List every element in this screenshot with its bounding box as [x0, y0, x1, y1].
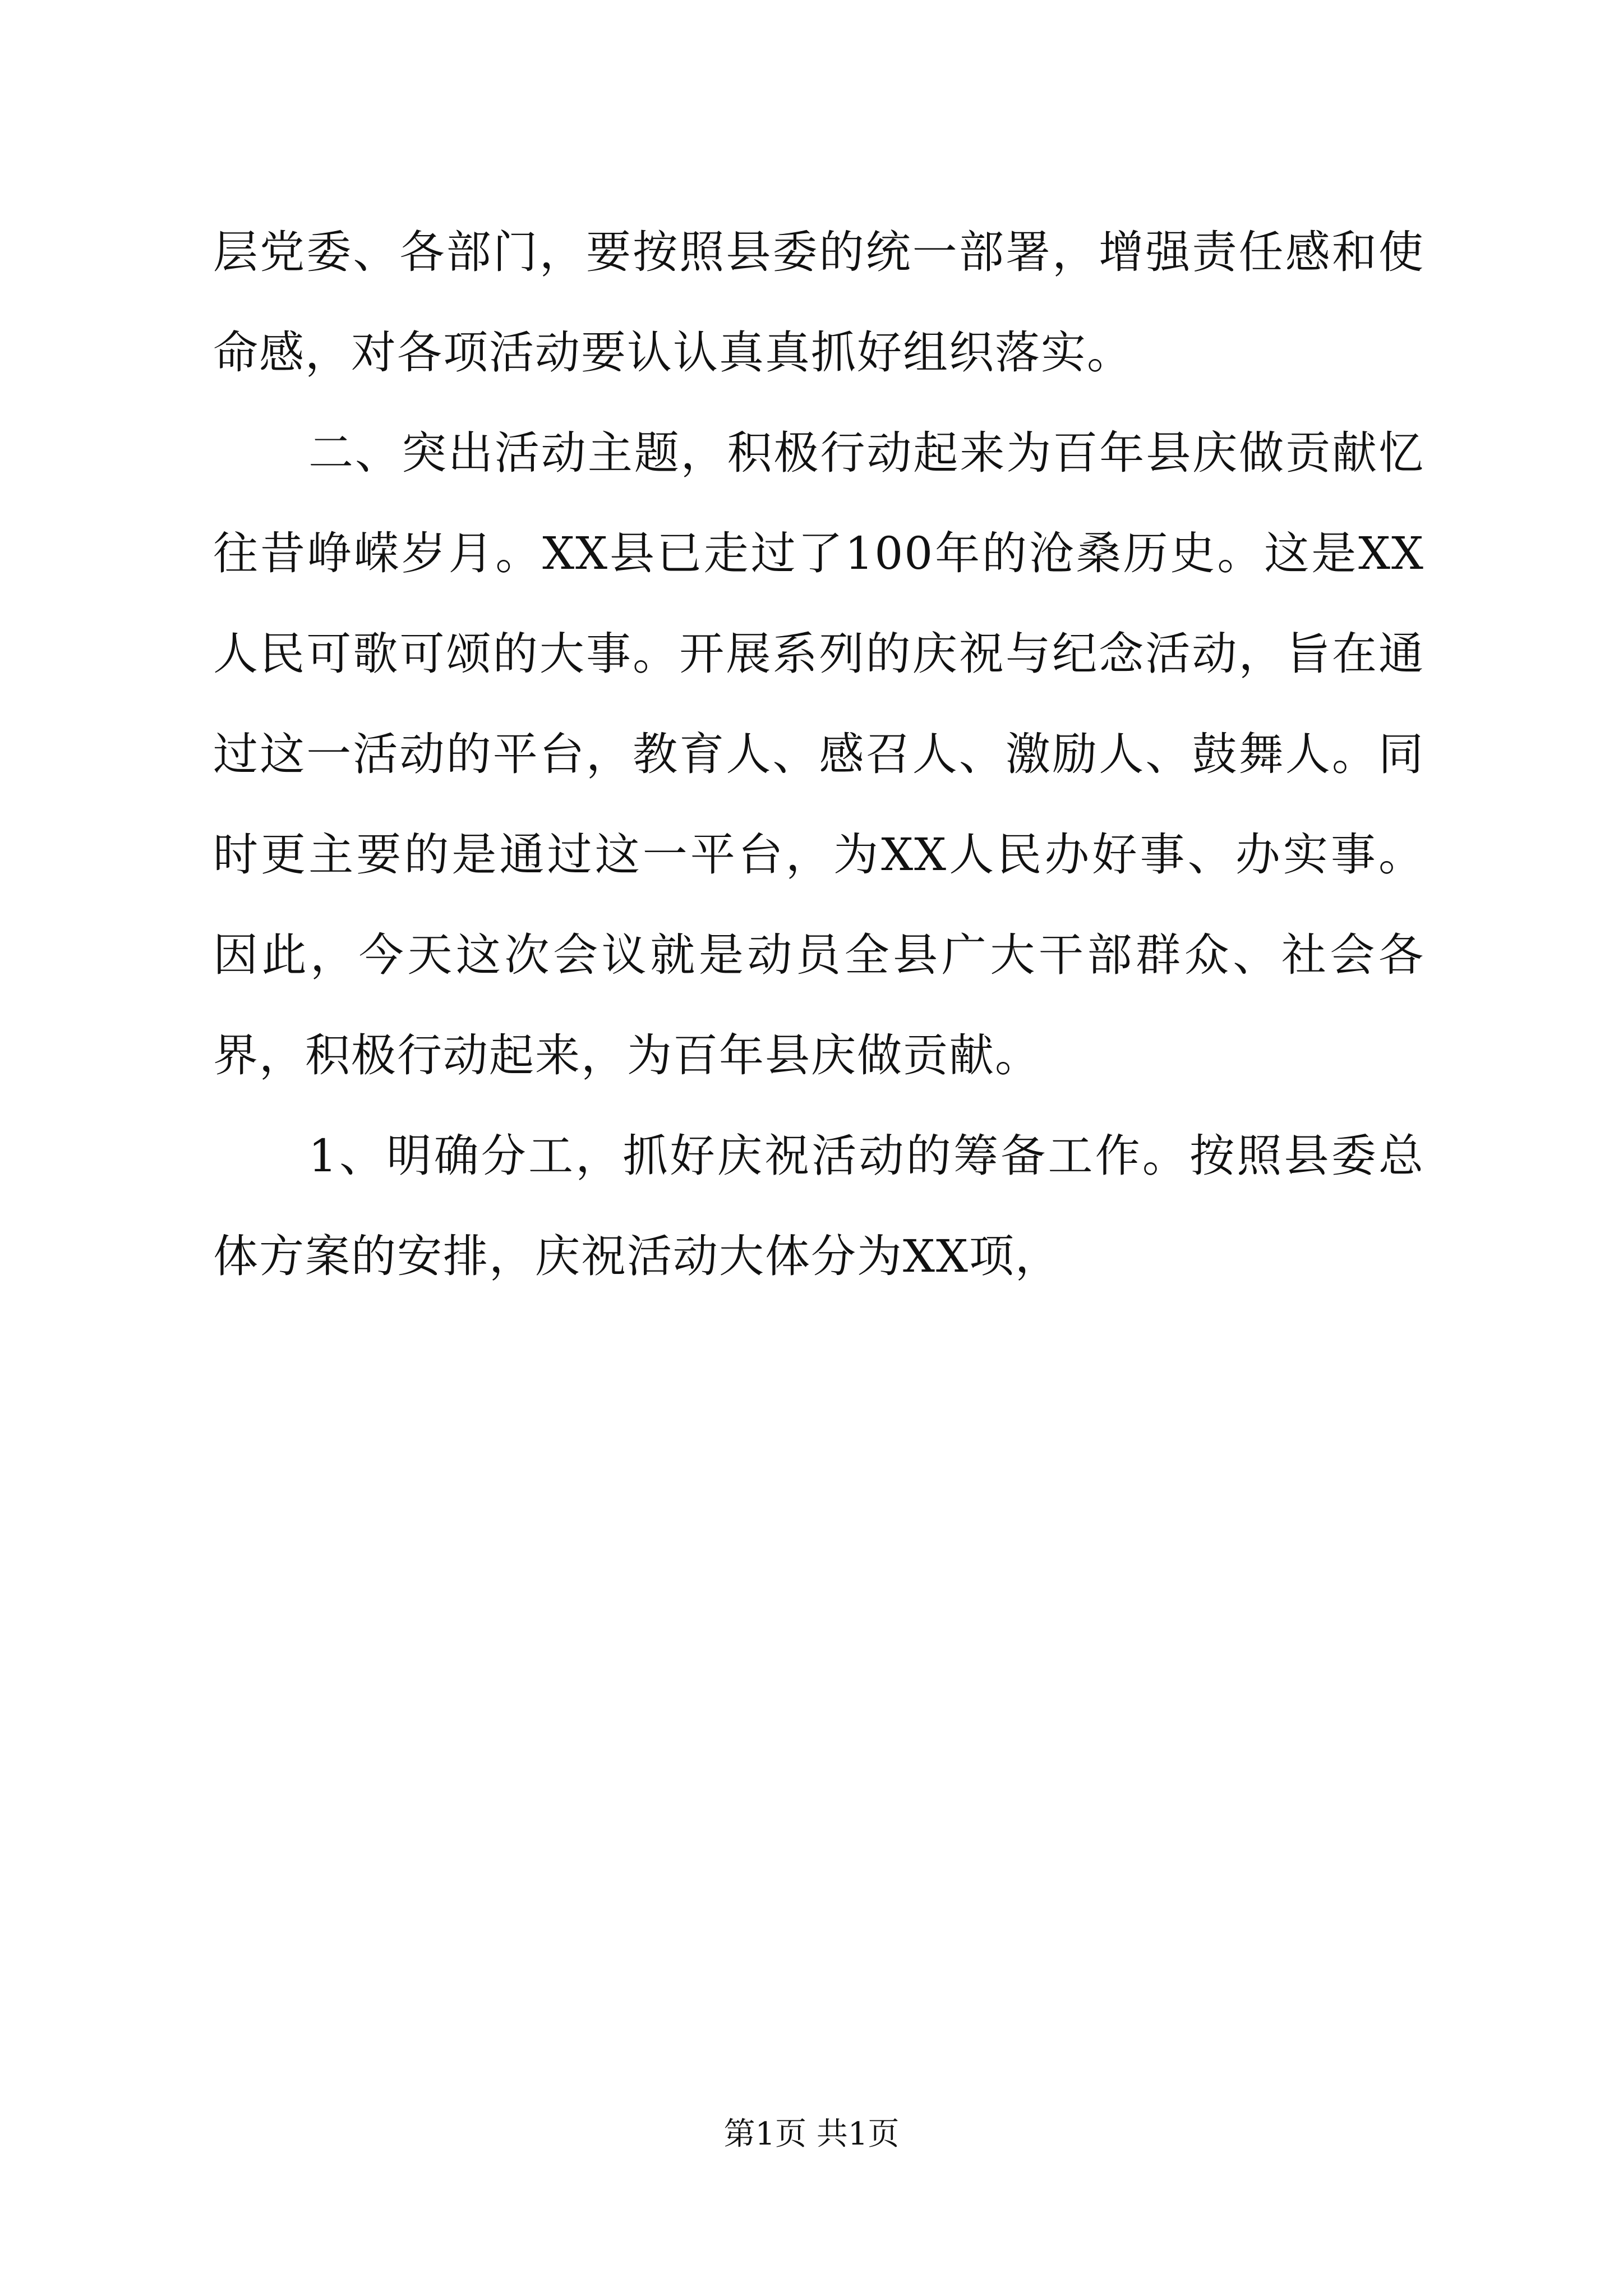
- document-body: [213, 202, 1424, 1306]
- paragraph-item-one: 1、明确分工，抓好庆祝活动的筹备工作。按照县委总体方案的安排，庆祝活动大体分为XX项，: [213, 1130, 1424, 1282]
- paragraph-continuation: 层党委、各部门，要按照县委的统一部署，增强责任感和使命感，对各项活动要认认真真抓好组织落实。: [213, 226, 1424, 379]
- page-number-footer: 第1页 共1页: [723, 2116, 900, 2152]
- paragraph-section-two: 二、突出活动主题，积极行动起来为百年县庆做贡献忆往昔峥嵘岁月。XX县已走过了100年的沧桑历史。这是XX人民可歌可颂的大事。开展系列的庆祝与纪念活动，旨在通过这一活动的平台，教育人、感召人、激励人、鼓舞人。同时更主要的是通过这一平台，为XX人民办好事、办实事。因此，今天这次会议就是动员全县广大干部群众、社会各界，积极行动起来，为百年县庆做贡献。: [213, 427, 1424, 1082]
